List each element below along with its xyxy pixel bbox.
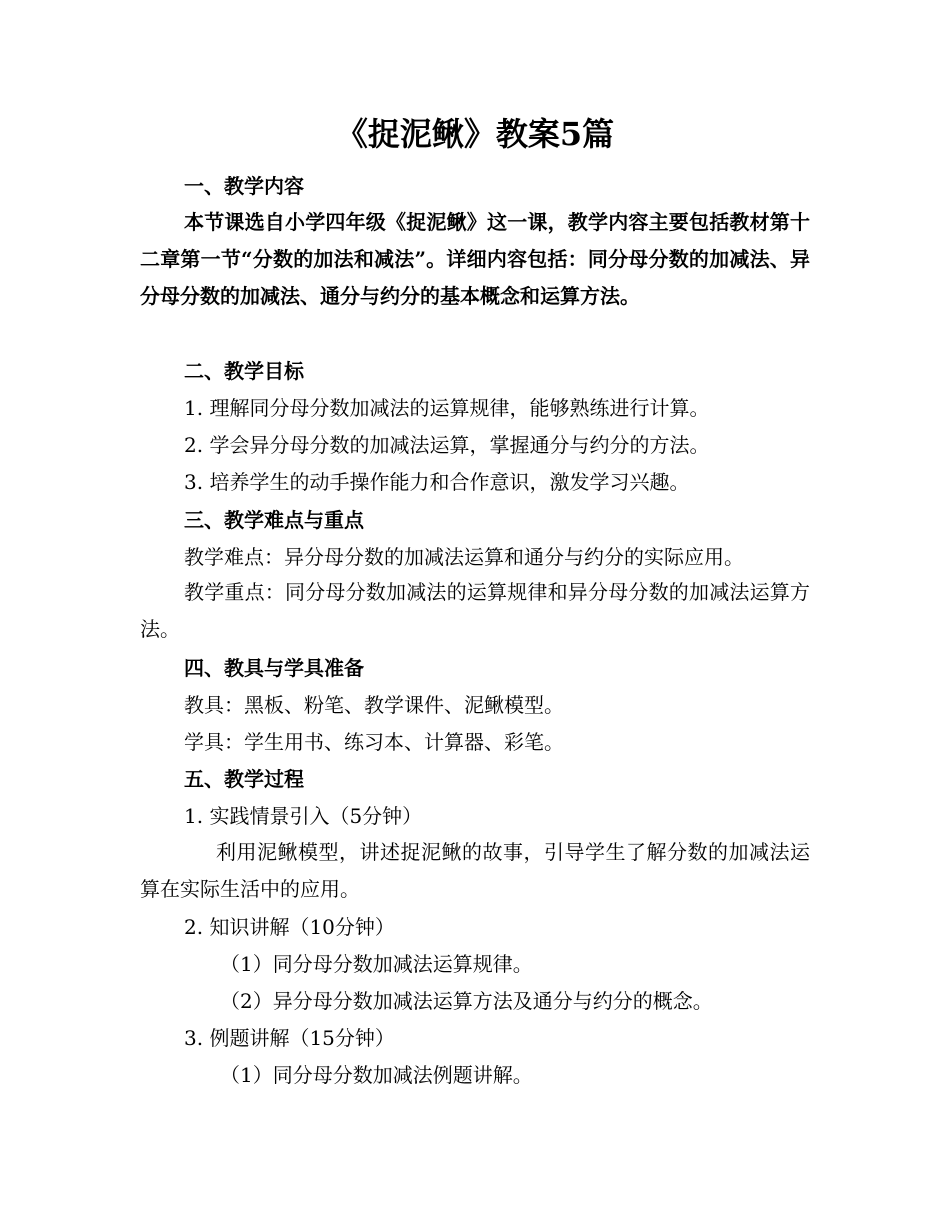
teaching-difficulty: 教学难点：异分母分数的加减法运算和通分与约分的实际应用。	[184, 545, 744, 569]
section-heading-teaching-content: 一、教学内容	[184, 174, 304, 198]
section-heading-teaching-process: 五、教学过程	[184, 767, 304, 791]
student-tools: 学具：学生用书、练习本、计算器、彩笔。	[184, 730, 564, 754]
process-step-2-title: 2. 知识讲解（10分钟）	[184, 915, 395, 939]
teaching-key-point: 教学重点：同分母分数加减法的运算规律和异分母分数的加减法运算方法。	[140, 580, 810, 641]
section-heading-tools: 四、教具与学具准备	[184, 656, 364, 680]
process-step-3-title: 3. 例题讲解（15分钟）	[184, 1026, 395, 1050]
goal-item-3: 3. 培养学生的动手操作能力和合作意识，激发学习兴趣。	[184, 470, 690, 494]
process-step-2-sub-2: （2）异分母分数加减法运算方法及通分与约分的概念。	[220, 989, 713, 1013]
document-title: 《捉泥鳅》教案5篇	[335, 115, 615, 153]
process-step-2-sub-1: （1）同分母分数加减法运算规律。	[220, 952, 533, 976]
teacher-tools: 教具：黑板、粉笔、教学课件、泥鳅模型。	[184, 693, 564, 717]
section-body-teaching-content: 本节课选自小学四年级《捉泥鳅》这一课，教学内容主要包括教材第十二章第一节“分数的加法和减法”。详细内容包括：同分母分数的加减法、异分母分数的加减法、通分与约分的基本概念和运算方法。	[140, 210, 810, 308]
section-heading-difficulty-key: 三、教学难点与重点	[184, 508, 364, 532]
section-heading-teaching-goals: 二、教学目标	[184, 359, 304, 383]
goal-item-2: 2. 学会异分母分数的加减法运算，掌握通分与约分的方法。	[184, 433, 710, 457]
process-step-1-body: 利用泥鳅模型，讲述捉泥鳅的故事，引导学生了解分数的加减法运算在实际生活中的应用。	[140, 840, 810, 901]
goal-item-1: 1. 理解同分母分数加减法的运算规律，能够熟练进行计算。	[184, 396, 710, 420]
process-step-3-sub-1: （1）同分母分数加减法例题讲解。	[220, 1063, 533, 1087]
process-step-1-title: 1. 实践情景引入（5分钟）	[184, 804, 423, 828]
